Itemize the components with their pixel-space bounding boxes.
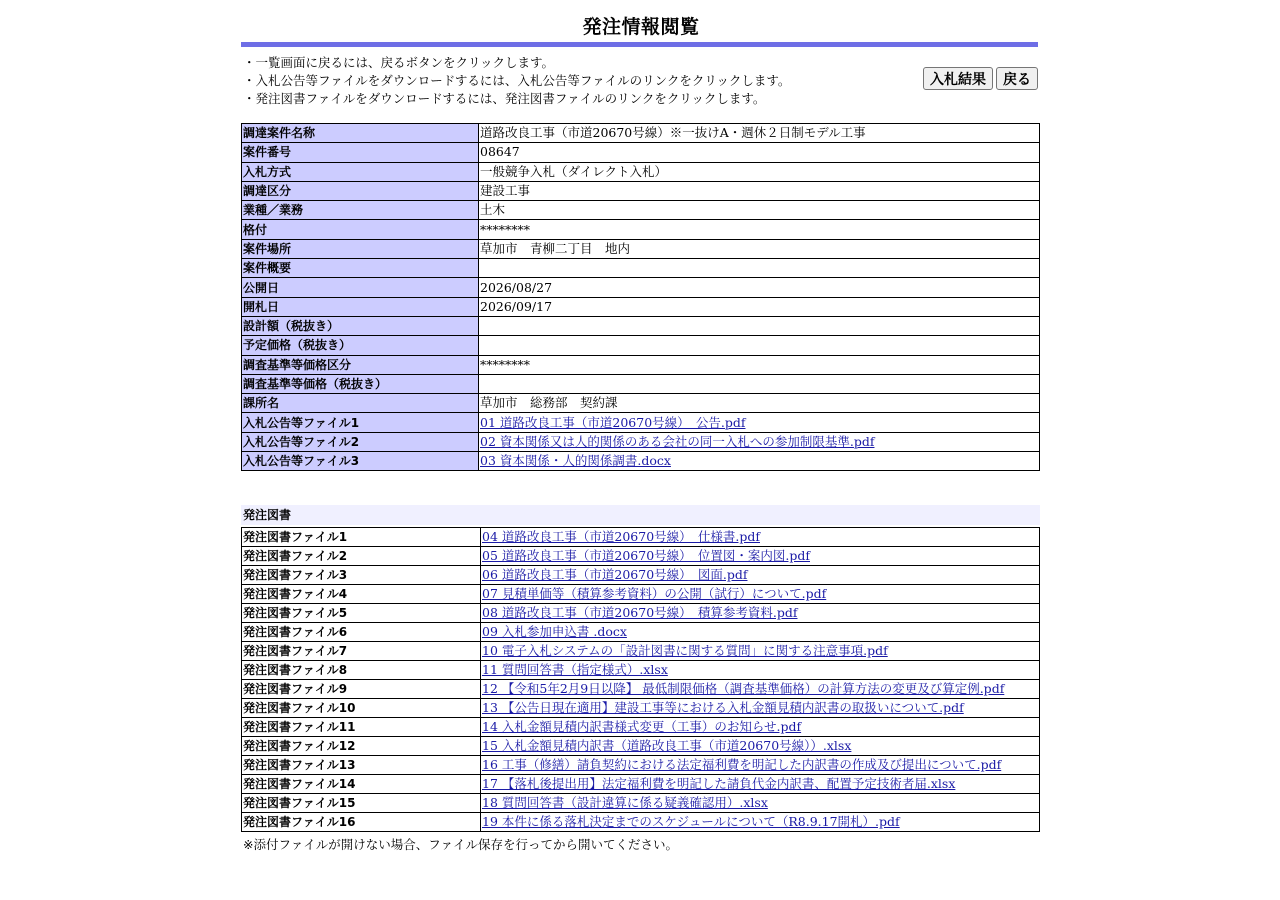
- info-label: 予定価格（税抜き）: [242, 336, 479, 355]
- info-row: [242, 181, 1040, 200]
- info-row: [242, 124, 1040, 143]
- doc-file-link[interactable]: 15 入札金額見積内訳書（道路改良工事（市道20670号線））.xlsx: [482, 738, 852, 754]
- doc-row: [242, 699, 1040, 718]
- doc-file-link[interactable]: 08 道路改良工事（市道20670号線） 積算参考資料.pdf: [482, 605, 798, 621]
- doc-file-link[interactable]: 13 【公告日現在適用】建設工事等における入札金額見積内訳書の取扱いについて.pdf: [482, 700, 964, 716]
- doc-file-link[interactable]: 11 質問回答書（指定様式）.xlsx: [482, 662, 668, 678]
- info-value: [479, 452, 1040, 471]
- notice-file-link[interactable]: 03 資本関係・人的関係調書.docx: [480, 453, 671, 469]
- info-value: 2026/08/27: [479, 278, 1040, 297]
- docs-section-title: 発注図書: [241, 505, 1040, 525]
- instruction-line: ・入札公告等ファイルをダウンロードするには、入札公告等ファイルのリンクをクリックします。: [243, 73, 791, 88]
- info-value: 草加市 総務部 契約課: [479, 394, 1040, 413]
- info-value: ********: [479, 355, 1040, 374]
- info-row: [242, 452, 1040, 471]
- doc-row: [242, 566, 1040, 585]
- doc-row: [242, 775, 1040, 794]
- info-row: [242, 394, 1040, 413]
- page-container: [241, 0, 1041, 853]
- doc-label: 発注図書ファイル14: [242, 775, 481, 794]
- doc-row: [242, 737, 1040, 756]
- doc-value: [481, 813, 1040, 832]
- doc-row: [242, 585, 1040, 604]
- info-value: [479, 259, 1040, 278]
- doc-value: [481, 794, 1040, 813]
- doc-file-link[interactable]: 16 工事（修繕）請負契約における法定福利費を明記した内訳書の作成及び提出について.pdf: [482, 757, 1002, 773]
- doc-row: [242, 547, 1040, 566]
- doc-label: 発注図書ファイル15: [242, 794, 481, 813]
- info-label: 調査基準等価格（税抜き）: [242, 374, 479, 393]
- notice-file-link[interactable]: 02 資本関係又は人的関係のある会社の同一入札への参加制限基準.pdf: [480, 433, 875, 449]
- doc-file-link[interactable]: 19 本件に係る落札決定までのスケジュールについて（R8.9.17開札）.pdf: [482, 814, 900, 830]
- doc-file-link[interactable]: 17 【落札後提出用】法定福利費を明記した請負代金内訳書、配置予定技術者届.xlsx: [482, 776, 956, 792]
- docs-table: [241, 527, 1040, 832]
- doc-label: 発注図書ファイル16: [242, 813, 481, 832]
- info-row: [242, 201, 1040, 220]
- info-label: 入札公告等ファイル2: [242, 432, 479, 451]
- info-row: [242, 316, 1040, 335]
- info-label: 調達案件名称: [242, 124, 479, 143]
- info-value: 土木: [479, 201, 1040, 220]
- instructions: [241, 54, 1041, 112]
- doc-file-link[interactable]: 18 質問回答書（設計違算に係る疑義確認用）.xlsx: [482, 795, 768, 811]
- doc-label: 発注図書ファイル11: [242, 718, 481, 737]
- info-label: 調達区分: [242, 181, 479, 200]
- doc-file-link[interactable]: 09 入札参加申込書 .docx: [482, 624, 627, 640]
- doc-value: [481, 528, 1040, 547]
- info-label: 課所名: [242, 394, 479, 413]
- doc-label: 発注図書ファイル3: [242, 566, 481, 585]
- footer-note: ※添付ファイルが開けない場合、ファイル保存を行ってから開いてください。: [243, 837, 678, 853]
- info-label: 調査基準等価格区分: [242, 355, 479, 374]
- doc-value: [481, 547, 1040, 566]
- doc-value: [481, 566, 1040, 585]
- instruction-line: ・発注図書ファイルをダウンロードするには、発注図書ファイルのリンクをクリックします。: [243, 91, 766, 106]
- doc-value: [481, 585, 1040, 604]
- info-label: 設計額（税抜き）: [242, 316, 479, 335]
- info-value: [479, 432, 1040, 451]
- bid-result-button[interactable]: 入札結果: [923, 67, 993, 90]
- doc-row: [242, 813, 1040, 832]
- info-value: ********: [479, 220, 1040, 239]
- doc-label: 発注図書ファイル7: [242, 642, 481, 661]
- doc-row: [242, 661, 1040, 680]
- doc-file-link[interactable]: 05 道路改良工事（市道20670号線） 位置図・案内図.pdf: [482, 548, 810, 564]
- info-label: 入札方式: [242, 162, 479, 181]
- info-row: [242, 355, 1040, 374]
- info-row: [242, 143, 1040, 162]
- doc-label: 発注図書ファイル10: [242, 699, 481, 718]
- info-label: 開札日: [242, 297, 479, 316]
- doc-row: [242, 528, 1040, 547]
- title-divider: [241, 42, 1038, 47]
- doc-value: [481, 680, 1040, 699]
- notice-file-link[interactable]: 01 道路改良工事（市道20670号線） 公告.pdf: [480, 414, 746, 430]
- info-row: [242, 374, 1040, 393]
- doc-value: [481, 756, 1040, 775]
- doc-value: [481, 604, 1040, 623]
- doc-label: 発注図書ファイル2: [242, 547, 481, 566]
- info-row: [242, 413, 1040, 432]
- doc-row: [242, 623, 1040, 642]
- doc-file-link[interactable]: 12 【令和5年2月9日以降】 最低制限価格（調査基準価格）の計算方法の変更及び算定例.pdf: [482, 681, 1005, 697]
- doc-row: [242, 756, 1040, 775]
- doc-value: [481, 661, 1040, 680]
- info-label: 格付: [242, 220, 479, 239]
- info-value: 建設工事: [479, 181, 1040, 200]
- info-value: 一般競争入札（ダイレクト入札）: [479, 162, 1040, 181]
- info-row: [242, 220, 1040, 239]
- info-label: 公開日: [242, 278, 479, 297]
- doc-file-link[interactable]: 14 入札金額見積内訳書様式変更（工事）のお知らせ.pdf: [482, 719, 802, 735]
- doc-label: 発注図書ファイル1: [242, 528, 481, 547]
- doc-file-link[interactable]: 07 見積単価等（積算参考資料）の公開（試行）について.pdf: [482, 586, 827, 602]
- info-table: [241, 123, 1040, 471]
- doc-file-link[interactable]: 06 道路改良工事（市道20670号線） 図面.pdf: [482, 567, 748, 583]
- doc-label: 発注図書ファイル9: [242, 680, 481, 699]
- doc-row: [242, 680, 1040, 699]
- info-label: 入札公告等ファイル3: [242, 452, 479, 471]
- info-label: 案件概要: [242, 259, 479, 278]
- info-label: 業種／業務: [242, 201, 479, 220]
- info-value: 草加市 青柳二丁目 地内: [479, 239, 1040, 258]
- doc-label: 発注図書ファイル6: [242, 623, 481, 642]
- doc-value: [481, 718, 1040, 737]
- info-label: 入札公告等ファイル1: [242, 413, 479, 432]
- doc-row: [242, 604, 1040, 623]
- back-button[interactable]: 戻る: [996, 67, 1038, 90]
- doc-value: [481, 737, 1040, 756]
- info-row: [242, 278, 1040, 297]
- info-row: [242, 239, 1040, 258]
- doc-row: [242, 718, 1040, 737]
- doc-label: 発注図書ファイル12: [242, 737, 481, 756]
- info-value: 2026/09/17: [479, 297, 1040, 316]
- info-value: [479, 336, 1040, 355]
- doc-value: [481, 699, 1040, 718]
- doc-file-link[interactable]: 04 道路改良工事（市道20670号線） 仕様書.pdf: [482, 529, 760, 545]
- info-row: [242, 259, 1040, 278]
- action-buttons: [921, 67, 1038, 90]
- info-value: [479, 374, 1040, 393]
- info-label: 案件場所: [242, 239, 479, 258]
- info-value: [479, 316, 1040, 335]
- doc-row: [242, 794, 1040, 813]
- doc-label: 発注図書ファイル4: [242, 585, 481, 604]
- doc-label: 発注図書ファイル8: [242, 661, 481, 680]
- page-title: 発注情報閲覧: [582, 16, 700, 38]
- info-value: [479, 413, 1040, 432]
- doc-value: [481, 642, 1040, 661]
- info-label: 案件番号: [242, 143, 479, 162]
- info-row: [242, 162, 1040, 181]
- doc-label: 発注図書ファイル5: [242, 604, 481, 623]
- doc-file-link[interactable]: 10 電子入札システムの「設計図書に関する質問」に関する注意事項.pdf: [482, 643, 888, 659]
- info-value: 08647: [479, 143, 1040, 162]
- info-row: [242, 336, 1040, 355]
- instruction-line: ・一覧画面に戻るには、戻るボタンをクリックします。: [243, 55, 555, 70]
- info-value: 道路改良工事（市道20670号線）※一抜けA・週休２日制モデル工事: [479, 124, 1040, 143]
- doc-row: [242, 642, 1040, 661]
- doc-value: [481, 623, 1040, 642]
- doc-label: 発注図書ファイル13: [242, 756, 481, 775]
- info-row: [242, 297, 1040, 316]
- doc-value: [481, 775, 1040, 794]
- info-row: [242, 432, 1040, 451]
